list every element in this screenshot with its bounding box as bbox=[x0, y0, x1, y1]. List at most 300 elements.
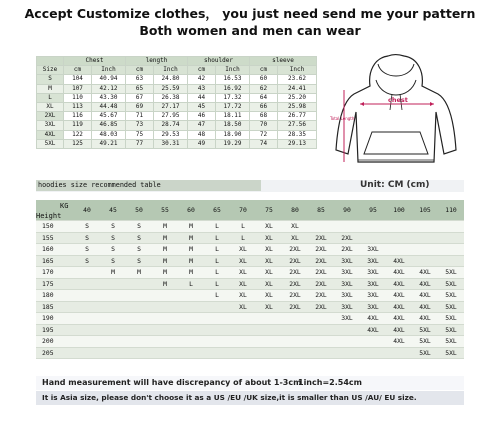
recommend-cell: XL bbox=[282, 232, 308, 244]
recommend-cell: 4XL bbox=[386, 336, 412, 348]
recommend-cell: 5XL bbox=[412, 324, 438, 336]
size-cell: 42 bbox=[188, 75, 216, 84]
recommend-row bbox=[36, 255, 464, 267]
recommend-cell: M bbox=[152, 244, 178, 256]
recommend-cell: M bbox=[152, 278, 178, 290]
size-cell: 26.38 bbox=[154, 93, 188, 102]
recommend-cell: 4XL bbox=[386, 324, 412, 336]
recommend-cell: 2XL bbox=[282, 301, 308, 313]
size-cell: 18.90 bbox=[216, 130, 250, 139]
size-label: M bbox=[37, 84, 64, 93]
length-label: Total Length bbox=[330, 116, 355, 121]
recommend-cell: 3XL bbox=[334, 290, 360, 302]
recommend-cell: 5XL bbox=[438, 347, 464, 359]
size-subheader: cm bbox=[64, 66, 92, 75]
weight-header: 70 bbox=[230, 200, 256, 221]
recommend-cell: 4XL bbox=[386, 278, 412, 290]
size-cell: 68 bbox=[250, 112, 278, 121]
size-cell: 63 bbox=[126, 75, 154, 84]
size-cell: 48 bbox=[188, 130, 216, 139]
recommend-row bbox=[36, 232, 464, 244]
header-line-1: Accept Customize clothes， you just need send me your pattern bbox=[24, 6, 476, 21]
recommend-cell: 4XL bbox=[386, 313, 412, 325]
recommend-cell bbox=[438, 221, 464, 233]
recommend-title: hoodies size recommended table bbox=[36, 180, 261, 191]
recommend-cell: 4XL bbox=[386, 267, 412, 279]
recommend-cell: 4XL bbox=[360, 313, 386, 325]
recommend-row bbox=[36, 267, 464, 279]
recommend-row bbox=[36, 278, 464, 290]
recommend-cell: 2XL bbox=[308, 255, 334, 267]
recommend-cell bbox=[256, 336, 282, 348]
size-subheader: Inch bbox=[92, 66, 126, 75]
size-cell: 75 bbox=[126, 130, 154, 139]
recommend-cell bbox=[178, 324, 204, 336]
recommend-cell: S bbox=[74, 232, 100, 244]
weight-header: 60 bbox=[178, 200, 204, 221]
size-cell: 40.94 bbox=[92, 75, 126, 84]
recommend-cell: 4XL bbox=[386, 301, 412, 313]
weight-header: 45 bbox=[100, 200, 126, 221]
recommend-cell: M bbox=[178, 255, 204, 267]
recommend-cell bbox=[360, 232, 386, 244]
recommend-cell: S bbox=[74, 255, 100, 267]
recommend-cell: XL bbox=[282, 221, 308, 233]
recommend-cell bbox=[360, 336, 386, 348]
size-cell: 67 bbox=[126, 93, 154, 102]
recommend-cell bbox=[74, 290, 100, 302]
recommend-cell: M bbox=[100, 267, 126, 279]
size-cell: 18.50 bbox=[216, 121, 250, 130]
recommend-cell bbox=[204, 324, 230, 336]
recommend-cell bbox=[178, 301, 204, 313]
recommend-table bbox=[36, 200, 464, 359]
recommend-cell bbox=[282, 336, 308, 348]
recommend-cell: 2XL bbox=[282, 244, 308, 256]
recommend-cell bbox=[386, 232, 412, 244]
recommend-cell: 3XL bbox=[360, 244, 386, 256]
recommend-cell: 3XL bbox=[334, 255, 360, 267]
recommend-cell bbox=[230, 336, 256, 348]
recommend-cell: 3XL bbox=[334, 267, 360, 279]
size-cell: 29.53 bbox=[154, 130, 188, 139]
size-cell: 17.32 bbox=[216, 93, 250, 102]
recommend-cell bbox=[334, 336, 360, 348]
recommend-cell: 4XL bbox=[360, 324, 386, 336]
inch-text: 1inch=2.54cm bbox=[298, 378, 362, 387]
size-cell: 24.80 bbox=[154, 75, 188, 84]
size-subheader: cm bbox=[126, 66, 154, 75]
recommend-cell: 4XL bbox=[412, 267, 438, 279]
weight-header: 50 bbox=[126, 200, 152, 221]
size-row bbox=[37, 112, 317, 121]
recommend-cell bbox=[412, 232, 438, 244]
recommend-cell: 2XL bbox=[308, 267, 334, 279]
recommend-cell: 2XL bbox=[334, 244, 360, 256]
weight-header: 75 bbox=[256, 200, 282, 221]
unit-label: Unit: CM (cm) bbox=[360, 180, 430, 190]
kg-label: KG bbox=[60, 202, 69, 210]
size-cell: 45.67 bbox=[92, 112, 126, 121]
recommend-cell: S bbox=[100, 221, 126, 233]
recommend-cell bbox=[282, 313, 308, 325]
height-value: 175 bbox=[36, 278, 74, 290]
height-value: 160 bbox=[36, 244, 74, 256]
recommend-cell: 5XL bbox=[438, 278, 464, 290]
recommend-cell: 5XL bbox=[412, 336, 438, 348]
recommend-cell bbox=[308, 336, 334, 348]
recommend-cell bbox=[100, 324, 126, 336]
recommend-cell: 3XL bbox=[360, 278, 386, 290]
recommend-row bbox=[36, 347, 464, 359]
recommend-cell bbox=[126, 347, 152, 359]
recommend-cell: S bbox=[126, 244, 152, 256]
recommend-cell bbox=[74, 313, 100, 325]
recommend-cell: XL bbox=[256, 290, 282, 302]
size-label: XL bbox=[37, 102, 64, 111]
size-row bbox=[37, 93, 317, 102]
size-row bbox=[37, 121, 317, 130]
recommend-cell bbox=[152, 347, 178, 359]
size-label: S bbox=[37, 75, 64, 84]
asia-size-note: It is Asia size, please don't choose it as a US /EU /UK size,it is smaller than US /AU/ EU size. bbox=[36, 391, 464, 405]
height-value: 150 bbox=[36, 221, 74, 233]
recommend-cell: M bbox=[178, 232, 204, 244]
recommend-cell bbox=[386, 244, 412, 256]
size-cell: 71 bbox=[126, 112, 154, 121]
recommend-cell: M bbox=[152, 232, 178, 244]
recommend-cell bbox=[412, 255, 438, 267]
recommend-cell bbox=[100, 313, 126, 325]
recommend-cell: 4XL bbox=[412, 290, 438, 302]
recommend-cell: XL bbox=[256, 244, 282, 256]
size-cell: 27.17 bbox=[154, 102, 188, 111]
recommend-cell bbox=[334, 221, 360, 233]
recommend-cell bbox=[386, 221, 412, 233]
recommend-cell: 2XL bbox=[308, 244, 334, 256]
size-subheader: Inch bbox=[216, 66, 250, 75]
size-cell: 47 bbox=[188, 121, 216, 130]
recommend-cell: XL bbox=[230, 301, 256, 313]
recommend-row bbox=[36, 244, 464, 256]
recommend-cell: 2XL bbox=[308, 278, 334, 290]
recommend-cell: L bbox=[204, 232, 230, 244]
height-value: 190 bbox=[36, 313, 74, 325]
size-group-header: length bbox=[126, 57, 188, 66]
weight-header: 110 bbox=[438, 200, 464, 221]
recommend-cell: 4XL bbox=[412, 278, 438, 290]
recommend-cell: 3XL bbox=[360, 301, 386, 313]
size-cell: 72 bbox=[250, 130, 278, 139]
size-cell: 64 bbox=[250, 93, 278, 102]
recommend-cell: S bbox=[126, 232, 152, 244]
size-cell: 29.13 bbox=[278, 139, 317, 148]
size-cell: 45 bbox=[188, 102, 216, 111]
recommend-cell bbox=[178, 347, 204, 359]
size-cell: 25.20 bbox=[278, 93, 317, 102]
size-subheader: cm bbox=[188, 66, 216, 75]
size-cell: 74 bbox=[250, 139, 278, 148]
height-value: 200 bbox=[36, 336, 74, 348]
recommend-cell: L bbox=[178, 278, 204, 290]
recommend-cell bbox=[178, 336, 204, 348]
size-cell: 122 bbox=[64, 130, 92, 139]
size-cell: 46 bbox=[188, 112, 216, 121]
recommend-cell: 4XL bbox=[412, 301, 438, 313]
size-subheader: cm bbox=[250, 66, 278, 75]
recommend-cell: 2XL bbox=[308, 232, 334, 244]
recommend-cell bbox=[152, 301, 178, 313]
chest-label: chest bbox=[388, 96, 408, 104]
size-subheader: Inch bbox=[278, 66, 317, 75]
recommend-cell bbox=[360, 347, 386, 359]
size-cell: 107 bbox=[64, 84, 92, 93]
recommend-cell bbox=[178, 313, 204, 325]
recommend-row bbox=[36, 336, 464, 348]
recommend-cell bbox=[126, 324, 152, 336]
recommend-cell bbox=[100, 278, 126, 290]
recommend-cell: M bbox=[178, 267, 204, 279]
weight-header: 65 bbox=[204, 200, 230, 221]
recommend-cell: 3XL bbox=[360, 255, 386, 267]
recommend-cell bbox=[308, 324, 334, 336]
recommend-cell bbox=[126, 301, 152, 313]
size-cell: 19.29 bbox=[216, 139, 250, 148]
size-row bbox=[37, 130, 317, 139]
recommend-cell bbox=[412, 244, 438, 256]
recommend-cell: 5XL bbox=[438, 301, 464, 313]
recommend-cell bbox=[74, 336, 100, 348]
weight-header: 100 bbox=[386, 200, 412, 221]
recommend-cell: 5XL bbox=[438, 267, 464, 279]
height-value: 170 bbox=[36, 267, 74, 279]
recommend-cell bbox=[152, 336, 178, 348]
size-cell: 43 bbox=[188, 84, 216, 93]
recommend-cell: S bbox=[100, 255, 126, 267]
height-value: 165 bbox=[36, 255, 74, 267]
recommend-cell: L bbox=[204, 244, 230, 256]
size-label: 5XL bbox=[37, 139, 64, 148]
weight-header: 95 bbox=[360, 200, 386, 221]
size-cell: 46.85 bbox=[92, 121, 126, 130]
recommend-cell bbox=[230, 347, 256, 359]
size-cell: 65 bbox=[126, 84, 154, 93]
recommend-cell: XL bbox=[230, 267, 256, 279]
recommend-cell: L bbox=[204, 221, 230, 233]
size-label: L bbox=[37, 93, 64, 102]
size-cell: 119 bbox=[64, 121, 92, 130]
recommend-cell bbox=[308, 347, 334, 359]
recommend-cell: 2XL bbox=[308, 290, 334, 302]
height-label: Height bbox=[36, 212, 62, 220]
recommend-cell: L bbox=[204, 278, 230, 290]
recommend-cell bbox=[282, 324, 308, 336]
size-cell: 42.12 bbox=[92, 84, 126, 93]
recommend-cell: XL bbox=[230, 244, 256, 256]
recommend-cell: 2XL bbox=[282, 278, 308, 290]
recommend-cell: 3XL bbox=[334, 313, 360, 325]
recommend-cell bbox=[74, 324, 100, 336]
recommend-cell: M bbox=[178, 244, 204, 256]
recommend-cell: XL bbox=[256, 267, 282, 279]
recommend-cell bbox=[334, 324, 360, 336]
recommend-cell: M bbox=[126, 267, 152, 279]
size-cell: 70 bbox=[250, 121, 278, 130]
size-cell: 73 bbox=[126, 121, 154, 130]
size-row bbox=[37, 139, 317, 148]
recommend-cell: M bbox=[178, 221, 204, 233]
size-subheader: Size bbox=[37, 66, 64, 75]
recommend-cell bbox=[282, 347, 308, 359]
size-cell: 44 bbox=[188, 93, 216, 102]
size-cell: 16.53 bbox=[216, 75, 250, 84]
recommend-cell bbox=[256, 324, 282, 336]
recommend-cell bbox=[204, 347, 230, 359]
size-cell: 60 bbox=[250, 75, 278, 84]
size-cell: 30.31 bbox=[154, 139, 188, 148]
recommend-cell bbox=[74, 278, 100, 290]
recommend-cell: 3XL bbox=[334, 301, 360, 313]
size-row bbox=[37, 75, 317, 84]
recommend-cell: L bbox=[204, 255, 230, 267]
recommend-row bbox=[36, 313, 464, 325]
recommend-cell: S bbox=[74, 244, 100, 256]
recommend-cell bbox=[152, 324, 178, 336]
recommend-cell bbox=[256, 313, 282, 325]
size-chart-table bbox=[36, 56, 317, 149]
recommend-cell bbox=[126, 313, 152, 325]
recommend-cell: XL bbox=[256, 278, 282, 290]
recommend-cell: 4XL bbox=[386, 255, 412, 267]
height-value: 180 bbox=[36, 290, 74, 302]
height-value: 195 bbox=[36, 324, 74, 336]
recommend-cell bbox=[178, 290, 204, 302]
size-cell: 25.98 bbox=[278, 102, 317, 111]
size-cell: 69 bbox=[126, 102, 154, 111]
size-label: 4XL bbox=[37, 130, 64, 139]
recommend-cell: XL bbox=[230, 278, 256, 290]
recommend-cell: 5XL bbox=[412, 347, 438, 359]
recommend-cell: 2XL bbox=[282, 267, 308, 279]
recommend-row bbox=[36, 324, 464, 336]
recommend-cell: XL bbox=[256, 301, 282, 313]
recommend-cell bbox=[230, 313, 256, 325]
recommend-cell: 2XL bbox=[282, 255, 308, 267]
size-cell: 24.41 bbox=[278, 84, 317, 93]
hoodie-diagram bbox=[330, 50, 470, 175]
size-cell: 116 bbox=[64, 112, 92, 121]
recommend-cell bbox=[412, 221, 438, 233]
weight-header: 105 bbox=[412, 200, 438, 221]
size-label: 2XL bbox=[37, 112, 64, 121]
size-cell: 48.03 bbox=[92, 130, 126, 139]
recommend-cell bbox=[204, 301, 230, 313]
recommend-cell bbox=[100, 336, 126, 348]
size-cell: 28.35 bbox=[278, 130, 317, 139]
size-cell: 110 bbox=[64, 93, 92, 102]
recommend-cell: 5XL bbox=[438, 324, 464, 336]
recommend-cell bbox=[100, 290, 126, 302]
recommend-cell bbox=[230, 324, 256, 336]
weight-header: 85 bbox=[308, 200, 334, 221]
size-label: 3XL bbox=[37, 121, 64, 130]
recommend-cell: M bbox=[152, 255, 178, 267]
recommend-cell: M bbox=[152, 267, 178, 279]
size-cell: 17.72 bbox=[216, 102, 250, 111]
recommend-cell: 5XL bbox=[438, 336, 464, 348]
size-cell: 27.95 bbox=[154, 112, 188, 121]
recommend-cell: 3XL bbox=[360, 267, 386, 279]
weight-header: 40 bbox=[74, 200, 100, 221]
recommend-cell: 4XL bbox=[386, 290, 412, 302]
recommend-cell: S bbox=[74, 221, 100, 233]
recommend-cell: 3XL bbox=[334, 278, 360, 290]
recommend-cell bbox=[126, 278, 152, 290]
recommend-cell: 5XL bbox=[438, 290, 464, 302]
size-cell: 125 bbox=[64, 139, 92, 148]
size-cell: 43.30 bbox=[92, 93, 126, 102]
recommend-cell bbox=[74, 347, 100, 359]
recommend-cell bbox=[74, 267, 100, 279]
recommend-cell bbox=[360, 221, 386, 233]
recommend-row bbox=[36, 290, 464, 302]
recommend-cell bbox=[204, 313, 230, 325]
size-group-header: Chest bbox=[64, 57, 126, 66]
recommend-cell: S bbox=[126, 221, 152, 233]
recommend-cell bbox=[126, 290, 152, 302]
size-cell: 62 bbox=[250, 84, 278, 93]
size-cell: 44.48 bbox=[92, 102, 126, 111]
recommend-cell: XL bbox=[256, 255, 282, 267]
size-cell: 66 bbox=[250, 102, 278, 111]
size-cell: 28.74 bbox=[154, 121, 188, 130]
size-cell: 113 bbox=[64, 102, 92, 111]
recommend-cell bbox=[438, 255, 464, 267]
recommend-cell: L bbox=[204, 290, 230, 302]
measure-note bbox=[36, 376, 464, 390]
recommend-row bbox=[36, 301, 464, 313]
weight-header: 90 bbox=[334, 200, 360, 221]
measure-text: Hand measurement will have discrepancy of about 1-3cm bbox=[42, 378, 302, 387]
size-cell: 77 bbox=[126, 139, 154, 148]
size-subheader: Inch bbox=[154, 66, 188, 75]
size-cell: 27.56 bbox=[278, 121, 317, 130]
recommend-cell bbox=[126, 336, 152, 348]
recommend-cell: 2XL bbox=[282, 290, 308, 302]
height-value: 205 bbox=[36, 347, 74, 359]
recommend-cell: L bbox=[230, 232, 256, 244]
recommend-row bbox=[36, 221, 464, 233]
recommend-cell bbox=[100, 347, 126, 359]
recommend-cell bbox=[334, 347, 360, 359]
size-group-header: shoulder bbox=[188, 57, 250, 66]
recommend-cell bbox=[152, 313, 178, 325]
size-cell: 18.11 bbox=[216, 112, 250, 121]
size-row bbox=[37, 102, 317, 111]
height-value: 185 bbox=[36, 301, 74, 313]
recommend-cell bbox=[152, 290, 178, 302]
recommend-cell: XL bbox=[230, 255, 256, 267]
weight-header: 55 bbox=[152, 200, 178, 221]
recommend-cell bbox=[438, 244, 464, 256]
recommend-cell: M bbox=[152, 221, 178, 233]
size-row bbox=[37, 84, 317, 93]
recommend-cell: 2XL bbox=[308, 301, 334, 313]
recommend-cell: XL bbox=[230, 290, 256, 302]
recommend-cell: XL bbox=[256, 221, 282, 233]
size-cell: 49 bbox=[188, 139, 216, 148]
height-value: 155 bbox=[36, 232, 74, 244]
